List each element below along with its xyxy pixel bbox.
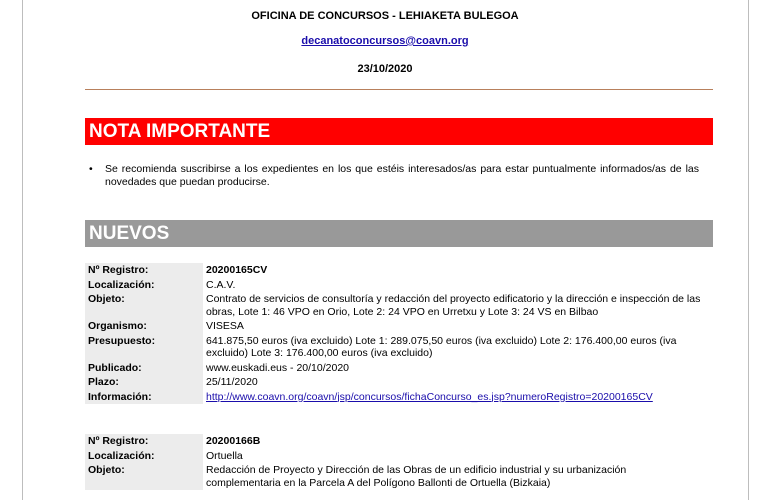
important-note: [89, 163, 699, 189]
value-plazo: 25/11/2020: [206, 376, 258, 388]
value-informacion: [203, 390, 701, 405]
contest-record: [85, 263, 713, 404]
record-row-objeto: [85, 463, 713, 490]
label-presupuesto: Presupuesto:: [85, 334, 203, 361]
contest-record: [85, 434, 713, 490]
record-row-presupuesto: [85, 334, 713, 361]
value-objeto: Contrato de servicios de consultoría y redacción del proyecto edificatorio y la dirección e inspección de las obras, Lote 1: 46 VPO en Orio, Lote 2: 24 VPO en Urretxu y Lote 3: 24 VS en Bilbao: [206, 293, 701, 318]
value-registro: 20200165CV: [206, 264, 268, 276]
label-informacion: Información:: [85, 390, 203, 405]
label-registro: Nº Registro:: [85, 434, 203, 449]
label-localizacion: Localización:: [85, 278, 203, 293]
label-organismo: Organismo:: [85, 319, 203, 334]
office-title: OFICINA DE CONCURSOS - LEHIAKETA BULEGOA: [251, 10, 519, 22]
office-email: [0, 35, 770, 47]
value-objeto: Redacción de Proyecto y Dirección de las Obras de un edificio industrial y su urbanización complementaria en la Parcela A del Polígono Ballonti de Ortuella (Bizkaia): [206, 464, 627, 489]
record-row-localizacion: [85, 278, 713, 293]
value-localizacion: C.A.V.: [206, 278, 236, 291]
office-email-link[interactable]: decanatoconcursos@coavn.org: [301, 35, 469, 47]
value-organismo: VISESA: [206, 320, 244, 332]
record-row-registro: [85, 263, 713, 278]
value-registro: 20200166B: [206, 435, 261, 447]
new-section-heading: NUEVOS: [85, 220, 713, 247]
page-border-right: [748, 0, 749, 500]
record-row-localizacion: [85, 449, 713, 464]
important-note-heading: NOTA IMPORTANTE: [85, 118, 713, 145]
info-link[interactable]: http://www.coavn.org/coavn/jsp/concursos/fichaConcurso_es.jsp?numeroRegistro=20200165CV: [206, 390, 653, 403]
value-presupuesto: 641.875,50 euros (iva excluido) Lote 1: 289.075,50 euros (iva excluido) Lote 2: 176.400,00 euros (iva excluido) Lote 3: 176.400,00 euros (iva excluido): [206, 334, 677, 359]
record-row-publicado: [85, 361, 713, 376]
record-row-objeto: [85, 292, 713, 319]
label-publicado: Publicado:: [85, 361, 203, 376]
label-registro: Nº Registro:: [85, 263, 203, 278]
record-row-registro: [85, 434, 713, 449]
bulletin-date: 23/10/2020: [357, 63, 413, 75]
record-row-informacion: [85, 390, 713, 405]
header-separator: [85, 89, 713, 90]
bullet-icon: •: [89, 163, 93, 175]
record-row-plazo: [85, 375, 713, 390]
record-row-organismo: [85, 319, 713, 334]
page-border-left: [22, 0, 23, 500]
value-localizacion: Ortuella: [206, 449, 243, 462]
label-objeto: Objeto:: [85, 463, 203, 490]
value-publicado: www.euskadi.eus - 20/10/2020: [206, 361, 350, 374]
label-localizacion: Localización:: [85, 449, 203, 464]
label-plazo: Plazo:: [85, 375, 203, 390]
label-objeto: Objeto:: [85, 292, 203, 319]
important-note-text: Se recomienda suscribirse a los expedientes en los que estéis interesados/as para estar puntualmente informados/as de las novedades que puedan producirse.: [105, 163, 699, 188]
